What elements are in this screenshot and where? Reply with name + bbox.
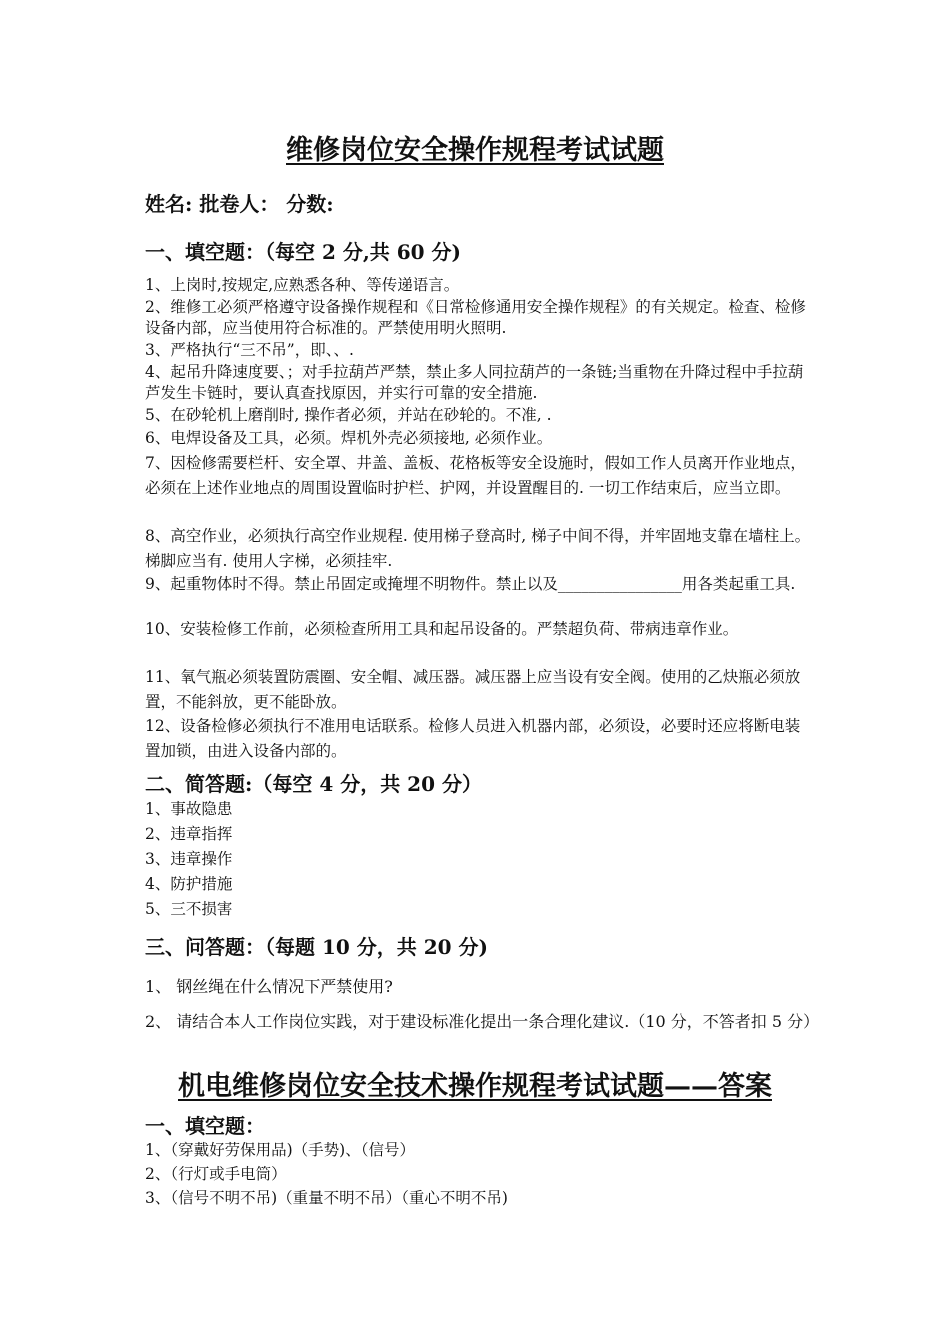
- fill-item-6: 6、电焊设备及工具，必须。焊机外壳必须接地, 必须作业。: [145, 429, 553, 447]
- qa-item-2: 2、 请结合本人工作岗位实践，对于建设标准化提出一条合理化建议.（10 分，不答者扣 5 分）: [145, 1012, 820, 1031]
- short-item-4: 4、防护措施: [145, 875, 233, 893]
- fill-item-3: 3、严格执行“三不吊”，即、、.: [145, 341, 354, 359]
- answer-item-1: 1、（穿戴好劳保用品)（手势)、（信号）: [145, 1141, 415, 1159]
- section3-heading: 三、问答题：（每题 10 分，共 20 分): [145, 935, 488, 959]
- fill-item-7: 7、因检修需要栏杆、安全罩、井盖、盖板、花格板等安全设施时，假如工作人员离开作业地点，必须在上述作业地点的周围设置临时护栏、护网，并设置醒目的. 一切工作结束后，应当立即。: [145, 454, 806, 497]
- fill-item-12: 12、设备检修必须执行不准用电话联系。检修人员进入机器内部，必须设，必要时还应将断电装置加锁，由进入设备内部的。: [145, 717, 801, 760]
- section2-heading: 二、简答题:（每空 4 分，共 20 分）: [145, 772, 482, 796]
- fill-item-8: 8、高空作业，必须执行高空作业规程. 使用梯子登高时, 梯子中间不得，并牢固地支靠在墙柱上。梯脚应当有. 使用人字梯，必须挂牢.: [145, 527, 811, 570]
- fill-item-4: 4、起吊升降速度要、；对手拉葫芦严禁，禁止多人同拉葫芦的一条链;当重物在升降过程中手拉葫芦发生卡链时，要认真查找原因，并实行可靠的安全措施.: [145, 363, 804, 402]
- answer-item-3: 3、（信号不明不吊)（重量不明不吊）（重心不明不吊): [145, 1189, 508, 1207]
- section1-heading: 一、填空题：（每空 2 分,共 60 分): [145, 240, 462, 264]
- fill-item-2: 2、维修工必须严格遵守设备操作规程和《日常检修通用安全操作规程》的有关规定。检查、检修设备内部，应当使用符合标准的。严禁使用明火照明.: [145, 298, 806, 337]
- fill-item-1: 1、上岗时,按规定,应熟悉各种、等传递语言。: [145, 276, 460, 294]
- answer-title: 机电维修岗位安全技术操作规程考试试题——答案: [178, 1071, 772, 1102]
- fill-item-10: 10、安装检修工作前，必须检查所用工具和起吊设备的。严禁超负荷、带病违章作业。: [145, 620, 739, 638]
- fill-item-9: 9、起重物体时不得。禁止吊固定或掩埋不明物件。禁止以及________________用各类起重工具.: [145, 575, 796, 593]
- fill-item-5: 5、在砂轮机上磨削时, 操作者必须，并站在砂轮的。不准, .: [145, 406, 552, 424]
- info-line: 姓名: 批卷人： 分数:: [145, 192, 334, 216]
- short-item-5: 5、三不损害: [145, 900, 233, 918]
- short-item-1: 1、事故隐患: [145, 800, 233, 818]
- answer-section1-heading: 一、填空题：: [145, 1114, 265, 1138]
- short-item-3: 3、违章操作: [145, 850, 233, 868]
- answer-item-2: 2、（行灯或手电筒）: [145, 1165, 287, 1183]
- exam-title: 维修岗位安全操作规程考试试题: [286, 135, 664, 166]
- fill-item-11: 11、氧气瓶必须装置防震圈、安全帽、减压器。减压器上应当设有安全阀。使用的乙炔瓶必须放置，不能斜放，更不能卧放。: [145, 668, 801, 711]
- qa-item-1: 1、 钢丝绳在什么情况下严禁使用?: [145, 977, 393, 996]
- short-item-2: 2、违章指挥: [145, 825, 233, 843]
